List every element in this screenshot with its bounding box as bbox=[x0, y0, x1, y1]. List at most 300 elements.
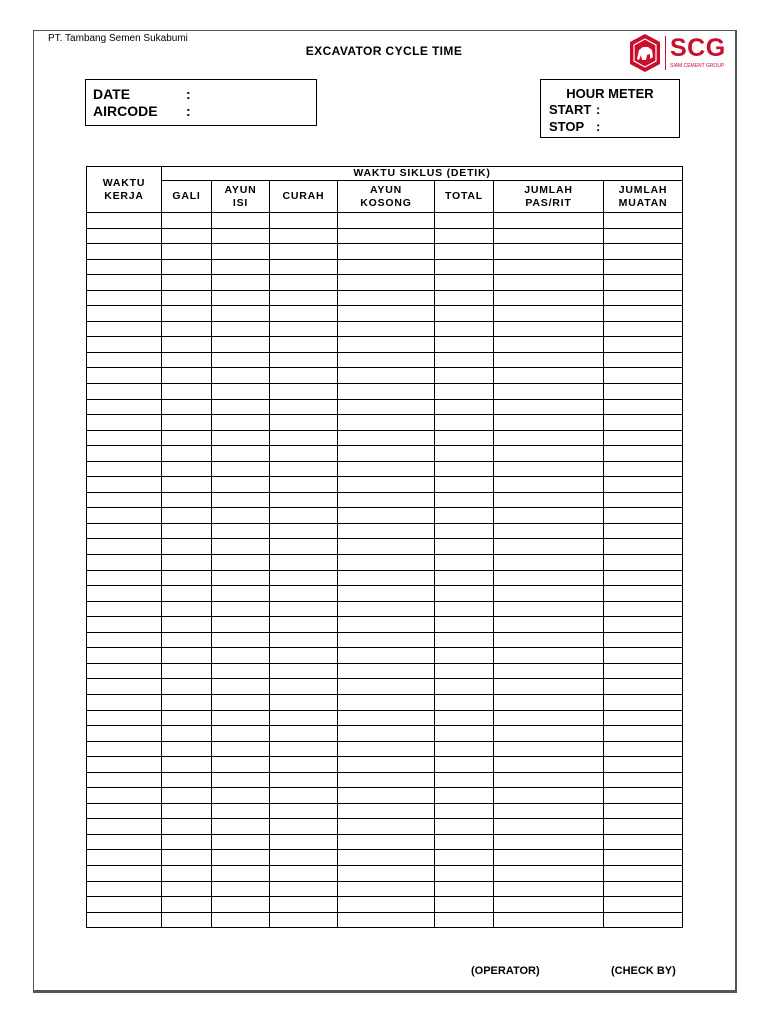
table-cell bbox=[604, 601, 683, 617]
table-cell bbox=[604, 477, 683, 493]
table-cell bbox=[270, 710, 338, 726]
table-cell bbox=[604, 819, 683, 835]
table-cell bbox=[162, 415, 212, 431]
table-cell bbox=[87, 415, 162, 431]
table-cell bbox=[494, 617, 604, 633]
logo-text: SCG bbox=[670, 34, 726, 62]
table-cell bbox=[435, 881, 494, 897]
table-cell bbox=[270, 803, 338, 819]
table-cell bbox=[212, 523, 270, 539]
table-cell bbox=[338, 881, 435, 897]
table-cell bbox=[162, 337, 212, 353]
table-cell bbox=[87, 897, 162, 913]
logo-subtext: SIAM CEMENT GROUP bbox=[670, 63, 725, 69]
table-cell bbox=[212, 415, 270, 431]
table-cell bbox=[435, 912, 494, 928]
table-cell bbox=[604, 570, 683, 586]
table-cell bbox=[87, 617, 162, 633]
table-cell bbox=[494, 570, 604, 586]
table-cell bbox=[494, 772, 604, 788]
table-cell bbox=[435, 570, 494, 586]
table-cell bbox=[87, 679, 162, 695]
table-cell bbox=[87, 275, 162, 291]
table-cell bbox=[162, 446, 212, 462]
table-cell bbox=[87, 306, 162, 322]
scg-logo-mark-icon bbox=[626, 33, 664, 73]
table-cell bbox=[162, 912, 212, 928]
col-jumlah-pas-rit-line1: JUMLAH bbox=[524, 183, 573, 196]
table-cell bbox=[270, 306, 338, 322]
table-cell bbox=[270, 617, 338, 633]
table-cell bbox=[212, 601, 270, 617]
table-cell bbox=[338, 275, 435, 291]
table-cell bbox=[494, 601, 604, 617]
table-cell bbox=[604, 803, 683, 819]
table-row bbox=[87, 306, 683, 322]
table-cell bbox=[435, 244, 494, 260]
table-cell bbox=[604, 710, 683, 726]
table-cell bbox=[494, 213, 604, 229]
table-cell bbox=[87, 850, 162, 866]
table-cell bbox=[212, 850, 270, 866]
table-cell bbox=[87, 337, 162, 353]
table-row bbox=[87, 523, 683, 539]
table-cell bbox=[87, 663, 162, 679]
table-cell bbox=[604, 663, 683, 679]
table-cell bbox=[270, 477, 338, 493]
table-row bbox=[87, 694, 683, 710]
table-cell bbox=[270, 368, 338, 384]
table-cell bbox=[604, 648, 683, 664]
table-cell bbox=[212, 648, 270, 664]
table-row bbox=[87, 446, 683, 462]
table-row bbox=[87, 337, 683, 353]
table-cell bbox=[87, 446, 162, 462]
table-cell bbox=[270, 897, 338, 913]
table-cell bbox=[212, 617, 270, 633]
stop-colon: : bbox=[596, 119, 601, 134]
table-cell bbox=[604, 446, 683, 462]
table-cell bbox=[212, 679, 270, 695]
table-cell bbox=[212, 213, 270, 229]
table-cell bbox=[494, 726, 604, 742]
table-row bbox=[87, 850, 683, 866]
table-cell bbox=[87, 648, 162, 664]
table-cell bbox=[162, 648, 212, 664]
table-cell bbox=[494, 399, 604, 415]
table-cell bbox=[494, 321, 604, 337]
aircode-label: AIRCODE bbox=[93, 103, 158, 119]
table-cell bbox=[162, 461, 212, 477]
table-cell bbox=[435, 446, 494, 462]
table-cell bbox=[87, 321, 162, 337]
table-cell bbox=[270, 694, 338, 710]
table-cell bbox=[338, 912, 435, 928]
table-cell bbox=[212, 399, 270, 415]
table-cell bbox=[162, 726, 212, 742]
table-cell bbox=[87, 384, 162, 400]
table-cell bbox=[338, 865, 435, 881]
hour-meter-box bbox=[540, 79, 680, 138]
table-cell bbox=[435, 617, 494, 633]
table-cell bbox=[162, 679, 212, 695]
table-row bbox=[87, 741, 683, 757]
table-cell bbox=[435, 648, 494, 664]
table-cell bbox=[435, 757, 494, 773]
table-cell bbox=[338, 694, 435, 710]
table-cell bbox=[435, 803, 494, 819]
table-cell bbox=[435, 788, 494, 804]
table-cell bbox=[87, 803, 162, 819]
table-cell bbox=[270, 850, 338, 866]
table-cell bbox=[87, 819, 162, 835]
table-cell bbox=[270, 384, 338, 400]
table-cell bbox=[494, 275, 604, 291]
table-row bbox=[87, 477, 683, 493]
table-cell bbox=[435, 726, 494, 742]
table-cell bbox=[604, 555, 683, 571]
table-cell bbox=[435, 275, 494, 291]
table-cell bbox=[604, 757, 683, 773]
table-cell bbox=[494, 803, 604, 819]
table-cell bbox=[494, 352, 604, 368]
table-cell bbox=[435, 259, 494, 275]
table-cell bbox=[270, 912, 338, 928]
col-gali-header bbox=[162, 181, 212, 213]
table-cell bbox=[338, 586, 435, 602]
table-cell bbox=[338, 446, 435, 462]
table-cell bbox=[162, 586, 212, 602]
table-cell bbox=[212, 803, 270, 819]
table-cell bbox=[604, 834, 683, 850]
table-cell bbox=[162, 492, 212, 508]
table-cell bbox=[494, 663, 604, 679]
table-cell bbox=[494, 897, 604, 913]
table-cell bbox=[604, 461, 683, 477]
table-cell bbox=[494, 788, 604, 804]
table-cell bbox=[87, 710, 162, 726]
table-cell bbox=[87, 586, 162, 602]
table-cell bbox=[162, 772, 212, 788]
table-cell bbox=[212, 477, 270, 493]
table-cell bbox=[604, 726, 683, 742]
table-cell bbox=[87, 228, 162, 244]
table-cell bbox=[270, 539, 338, 555]
col-total-header bbox=[435, 181, 494, 213]
table-cell bbox=[604, 275, 683, 291]
table-cell bbox=[270, 555, 338, 571]
col-jumlah-muatan-line2: MUATAN bbox=[618, 196, 668, 209]
table-row bbox=[87, 384, 683, 400]
table-cell bbox=[338, 772, 435, 788]
table-cell bbox=[270, 228, 338, 244]
table-cell bbox=[162, 850, 212, 866]
table-cell bbox=[87, 259, 162, 275]
table-cell bbox=[604, 399, 683, 415]
table-cell bbox=[162, 555, 212, 571]
table-cell bbox=[435, 897, 494, 913]
table-cell bbox=[604, 259, 683, 275]
table-cell bbox=[338, 663, 435, 679]
table-row bbox=[87, 710, 683, 726]
table-cell bbox=[338, 306, 435, 322]
table-cell bbox=[604, 508, 683, 524]
table-cell bbox=[87, 461, 162, 477]
table-cell bbox=[338, 259, 435, 275]
table-cell bbox=[162, 710, 212, 726]
table-cell bbox=[212, 694, 270, 710]
table-cell bbox=[338, 897, 435, 913]
table-cell bbox=[604, 632, 683, 648]
table-row bbox=[87, 415, 683, 431]
start-colon: : bbox=[596, 102, 601, 117]
table-cell bbox=[162, 897, 212, 913]
table-cell bbox=[270, 523, 338, 539]
table-cell bbox=[162, 601, 212, 617]
table-cell bbox=[494, 384, 604, 400]
table-cell bbox=[435, 306, 494, 322]
table-cell bbox=[494, 881, 604, 897]
table-cell bbox=[435, 710, 494, 726]
table-cell bbox=[435, 384, 494, 400]
table-cell bbox=[212, 352, 270, 368]
date-colon: : bbox=[186, 86, 191, 102]
col-jumlah-muatan-header bbox=[604, 181, 683, 213]
company-name: PT. Tambang Semen Sukabumi bbox=[48, 33, 188, 44]
col-curah-label: CURAH bbox=[282, 190, 325, 202]
table-cell bbox=[212, 384, 270, 400]
table-cell bbox=[162, 570, 212, 586]
table-row bbox=[87, 570, 683, 586]
table-cell bbox=[162, 306, 212, 322]
table-row bbox=[87, 912, 683, 928]
col-ayun-kosong-header bbox=[338, 181, 435, 213]
table-cell bbox=[270, 399, 338, 415]
table-cell bbox=[604, 586, 683, 602]
table-cell bbox=[338, 430, 435, 446]
table-cell bbox=[87, 865, 162, 881]
table-cell bbox=[435, 586, 494, 602]
table-cell bbox=[494, 259, 604, 275]
table-cell bbox=[162, 803, 212, 819]
table-cell bbox=[604, 492, 683, 508]
table-row bbox=[87, 492, 683, 508]
table-row bbox=[87, 399, 683, 415]
table-cell bbox=[338, 632, 435, 648]
table-cell bbox=[270, 648, 338, 664]
table-cell bbox=[212, 772, 270, 788]
table-cell bbox=[604, 897, 683, 913]
table-cell bbox=[162, 694, 212, 710]
table-cell bbox=[270, 726, 338, 742]
table-cell bbox=[162, 757, 212, 773]
table-cell bbox=[162, 788, 212, 804]
table-cell bbox=[270, 244, 338, 260]
table-cell bbox=[87, 290, 162, 306]
table-row bbox=[87, 663, 683, 679]
table-cell bbox=[435, 415, 494, 431]
table-cell bbox=[270, 570, 338, 586]
table-cell bbox=[338, 710, 435, 726]
table-cell bbox=[87, 539, 162, 555]
table-cell bbox=[162, 539, 212, 555]
table-cell bbox=[212, 446, 270, 462]
table-cell bbox=[435, 461, 494, 477]
table-cell bbox=[338, 352, 435, 368]
table-cell bbox=[435, 523, 494, 539]
table-cell bbox=[270, 213, 338, 229]
table-cell bbox=[212, 508, 270, 524]
table-cell bbox=[162, 834, 212, 850]
table-row bbox=[87, 213, 683, 229]
table-cell bbox=[494, 508, 604, 524]
table-cell bbox=[604, 430, 683, 446]
table-cell bbox=[338, 384, 435, 400]
table-cell bbox=[162, 865, 212, 881]
table-row bbox=[87, 275, 683, 291]
date-label: DATE bbox=[93, 86, 131, 102]
table-cell bbox=[604, 679, 683, 695]
start-label: START bbox=[549, 102, 592, 117]
table-cell bbox=[494, 757, 604, 773]
table-cell bbox=[87, 757, 162, 773]
col-ayun-kosong-line1: AYUN bbox=[370, 183, 402, 196]
table-cell bbox=[435, 213, 494, 229]
table-cell bbox=[87, 213, 162, 229]
table-cell bbox=[162, 275, 212, 291]
table-cell bbox=[435, 741, 494, 757]
table-cell bbox=[494, 648, 604, 664]
table-cell bbox=[270, 275, 338, 291]
table-cell bbox=[162, 228, 212, 244]
table-cell bbox=[212, 741, 270, 757]
col-jumlah-pas-rit-line2: PAS/RIT bbox=[525, 196, 572, 209]
table-cell bbox=[162, 244, 212, 260]
table-cell bbox=[338, 321, 435, 337]
table-cell bbox=[212, 757, 270, 773]
table-cell bbox=[604, 741, 683, 757]
table-cell bbox=[87, 492, 162, 508]
table-cell bbox=[162, 523, 212, 539]
table-cell bbox=[270, 461, 338, 477]
table-cell bbox=[338, 244, 435, 260]
waktu-kerja-line1: WAKTU bbox=[102, 176, 146, 189]
table-cell bbox=[212, 710, 270, 726]
table-cell bbox=[604, 850, 683, 866]
col-total-label: TOTAL bbox=[444, 190, 484, 202]
col-jumlah-pas-rit-header bbox=[494, 181, 604, 213]
table-cell bbox=[604, 290, 683, 306]
table-cell bbox=[338, 213, 435, 229]
table-row bbox=[87, 352, 683, 368]
table-cell bbox=[494, 679, 604, 695]
table-row bbox=[87, 430, 683, 446]
aircode-colon: : bbox=[186, 103, 191, 119]
table-cell bbox=[435, 290, 494, 306]
table-cell bbox=[604, 539, 683, 555]
table-cell bbox=[338, 617, 435, 633]
table-cell bbox=[162, 368, 212, 384]
table-cell bbox=[270, 788, 338, 804]
table-cell bbox=[604, 321, 683, 337]
table-cell bbox=[87, 834, 162, 850]
table-cell bbox=[494, 710, 604, 726]
table-cell bbox=[494, 244, 604, 260]
table-cell bbox=[212, 865, 270, 881]
table-cell bbox=[494, 865, 604, 881]
table-cell bbox=[270, 446, 338, 462]
table-cell bbox=[270, 772, 338, 788]
table-cell bbox=[212, 881, 270, 897]
table-cell bbox=[435, 368, 494, 384]
table-cell bbox=[494, 368, 604, 384]
table-cell bbox=[87, 430, 162, 446]
table-row bbox=[87, 679, 683, 695]
table-cell bbox=[338, 679, 435, 695]
table-cell bbox=[338, 539, 435, 555]
table-cell bbox=[338, 803, 435, 819]
table-cell bbox=[87, 881, 162, 897]
table-row bbox=[87, 601, 683, 617]
cycle-time-table bbox=[86, 166, 683, 928]
table-cell bbox=[212, 259, 270, 275]
col-ayun-isi-line1: AYUN bbox=[224, 183, 257, 196]
table-row bbox=[87, 244, 683, 260]
table-cell bbox=[212, 430, 270, 446]
table-cell bbox=[212, 244, 270, 260]
table-cell bbox=[494, 586, 604, 602]
table-cell bbox=[162, 477, 212, 493]
table-cell bbox=[270, 757, 338, 773]
table-cell bbox=[270, 259, 338, 275]
table-cell bbox=[212, 897, 270, 913]
table-cell bbox=[270, 290, 338, 306]
table-row bbox=[87, 461, 683, 477]
table-row bbox=[87, 290, 683, 306]
col-jumlah-muatan-line1: JUMLAH bbox=[618, 183, 668, 196]
table-cell bbox=[162, 290, 212, 306]
table-cell bbox=[494, 539, 604, 555]
table-cell bbox=[162, 321, 212, 337]
table-cell bbox=[435, 865, 494, 881]
table-cell bbox=[604, 228, 683, 244]
table-cell bbox=[212, 539, 270, 555]
table-cell bbox=[338, 648, 435, 664]
table-cell bbox=[338, 461, 435, 477]
table-cell bbox=[338, 368, 435, 384]
table-cell bbox=[604, 912, 683, 928]
table-cell bbox=[87, 694, 162, 710]
table-cell bbox=[604, 306, 683, 322]
table-cell bbox=[494, 477, 604, 493]
table-cell bbox=[494, 337, 604, 353]
table-row bbox=[87, 757, 683, 773]
table-cell bbox=[604, 213, 683, 229]
table-cell bbox=[87, 555, 162, 571]
table-cell bbox=[212, 492, 270, 508]
table-cell bbox=[435, 694, 494, 710]
table-cell bbox=[212, 834, 270, 850]
table-cell bbox=[604, 617, 683, 633]
table-row bbox=[87, 586, 683, 602]
table-cell bbox=[270, 430, 338, 446]
table-cell bbox=[604, 881, 683, 897]
table-row bbox=[87, 726, 683, 742]
table-cell bbox=[494, 228, 604, 244]
table-cell bbox=[338, 508, 435, 524]
table-cell bbox=[162, 819, 212, 835]
table-cell bbox=[494, 850, 604, 866]
